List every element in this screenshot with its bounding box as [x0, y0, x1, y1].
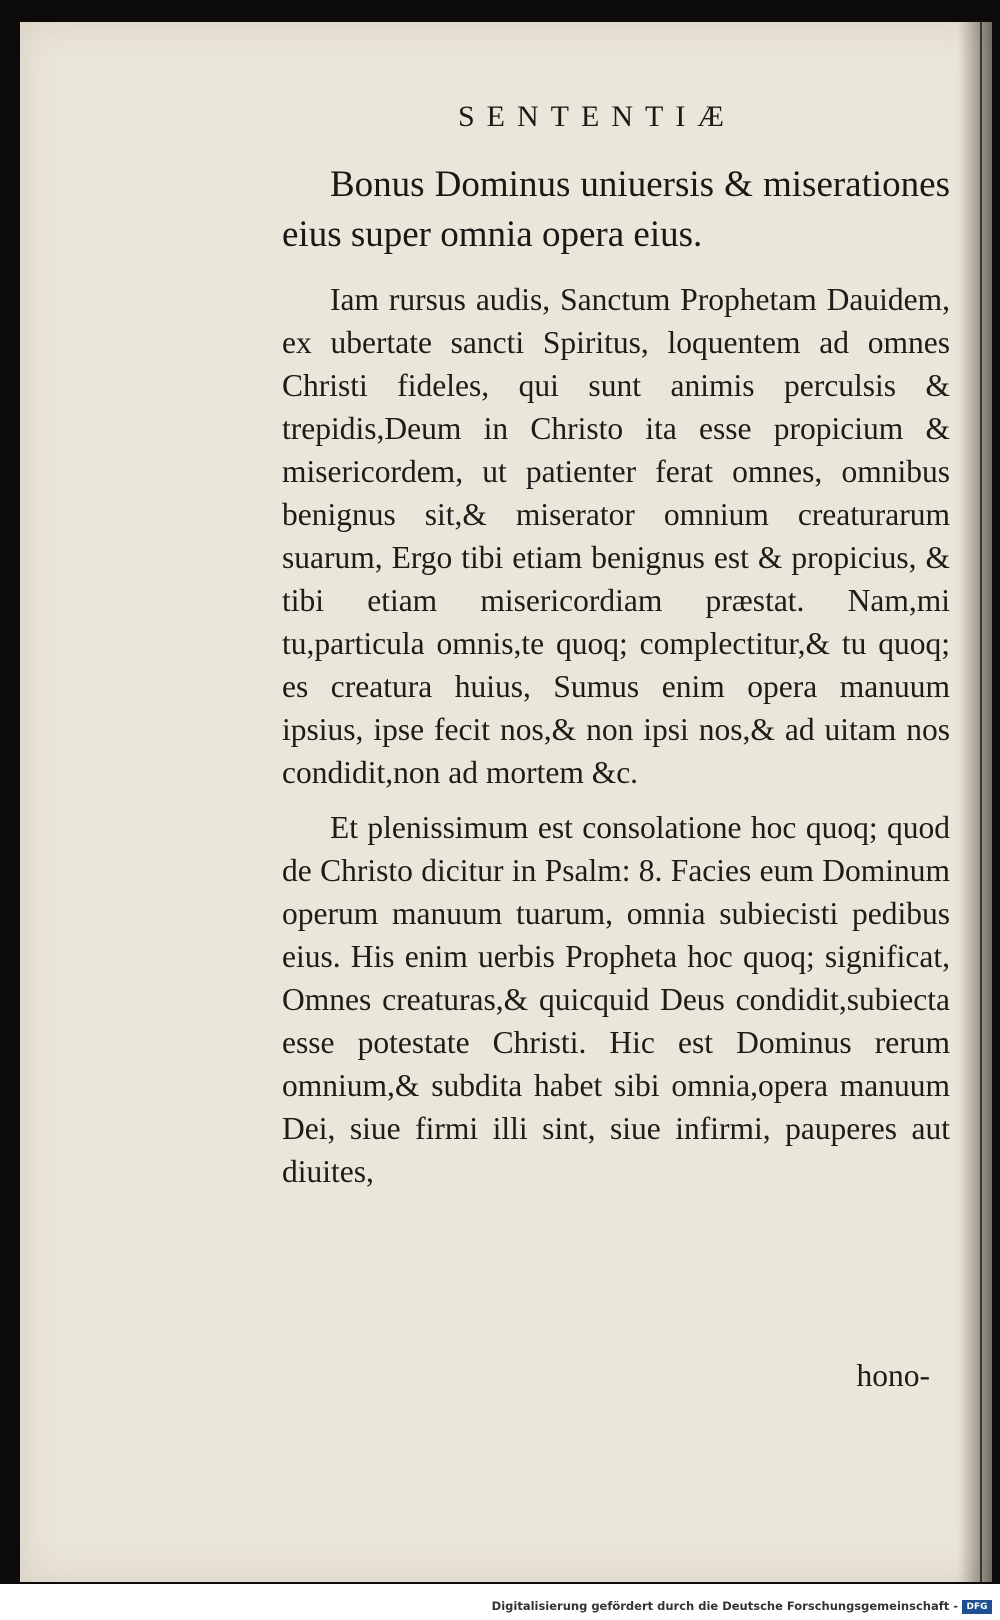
- page-gutter-shadow: [958, 22, 992, 1582]
- paragraph-1: Iam rursus audis, Sanctum Prophetam Dauidem, ex ubertate sancti Spiritus, loquentem ad omnes Christi fideles, qui sunt animis perculsis & trepidis,Deum in Christo ita esse propicium & misericordem, ut patienter ferat omnes, omnibus benignus sit,& miserator omnium creaturarum suarum, Ergo tibi etiam benignus est & propicius, & tibi etiam misericordiam præstat. Nam,mi tu,particula omnis,te quoq; complectitur,& tu quoq; es creatura huius, Sumus enim opera manuum ipsius, ipse fecit nos,& non ipsi nos,& ad uitam nos condidit,non ad mortem &c.: [282, 282, 950, 790]
- catchword: hono-: [856, 1358, 930, 1393]
- text-block: [282, 160, 950, 1205]
- running-head: SENTENTIÆ: [458, 100, 736, 133]
- dfg-logo-icon: DFG: [962, 1600, 992, 1614]
- page-edge: [980, 22, 982, 1582]
- verse-text: Bonus Dominus uniuersis & miserationes eius super omnia opera eius.: [282, 164, 950, 255]
- footer-credit: Digitalisierung gefördert durch die Deutsche Forschungsgemeinschaft -: [491, 1599, 958, 1613]
- paragraph-2: Et plenissimum est consolatione hoc quoq; quod de Christo dicitur in Psalm: 8. Facies eum Dominum operum manuum tuarum, omnia subiecisti pedibus eius. His enim uerbis Propheta hoc quoq; significat, Omnes creaturas,& quicquid Deus condidit,subiecta esse potestate Christi. Hic est Dominus rerum omnium,& subdita habet sibi omnia,opera manuum Dei, siue firmi illi sint, siue infirmi, pauperes aut diuites,: [282, 810, 950, 1189]
- book-page: [20, 22, 992, 1582]
- footer-bar: [0, 1584, 1000, 1620]
